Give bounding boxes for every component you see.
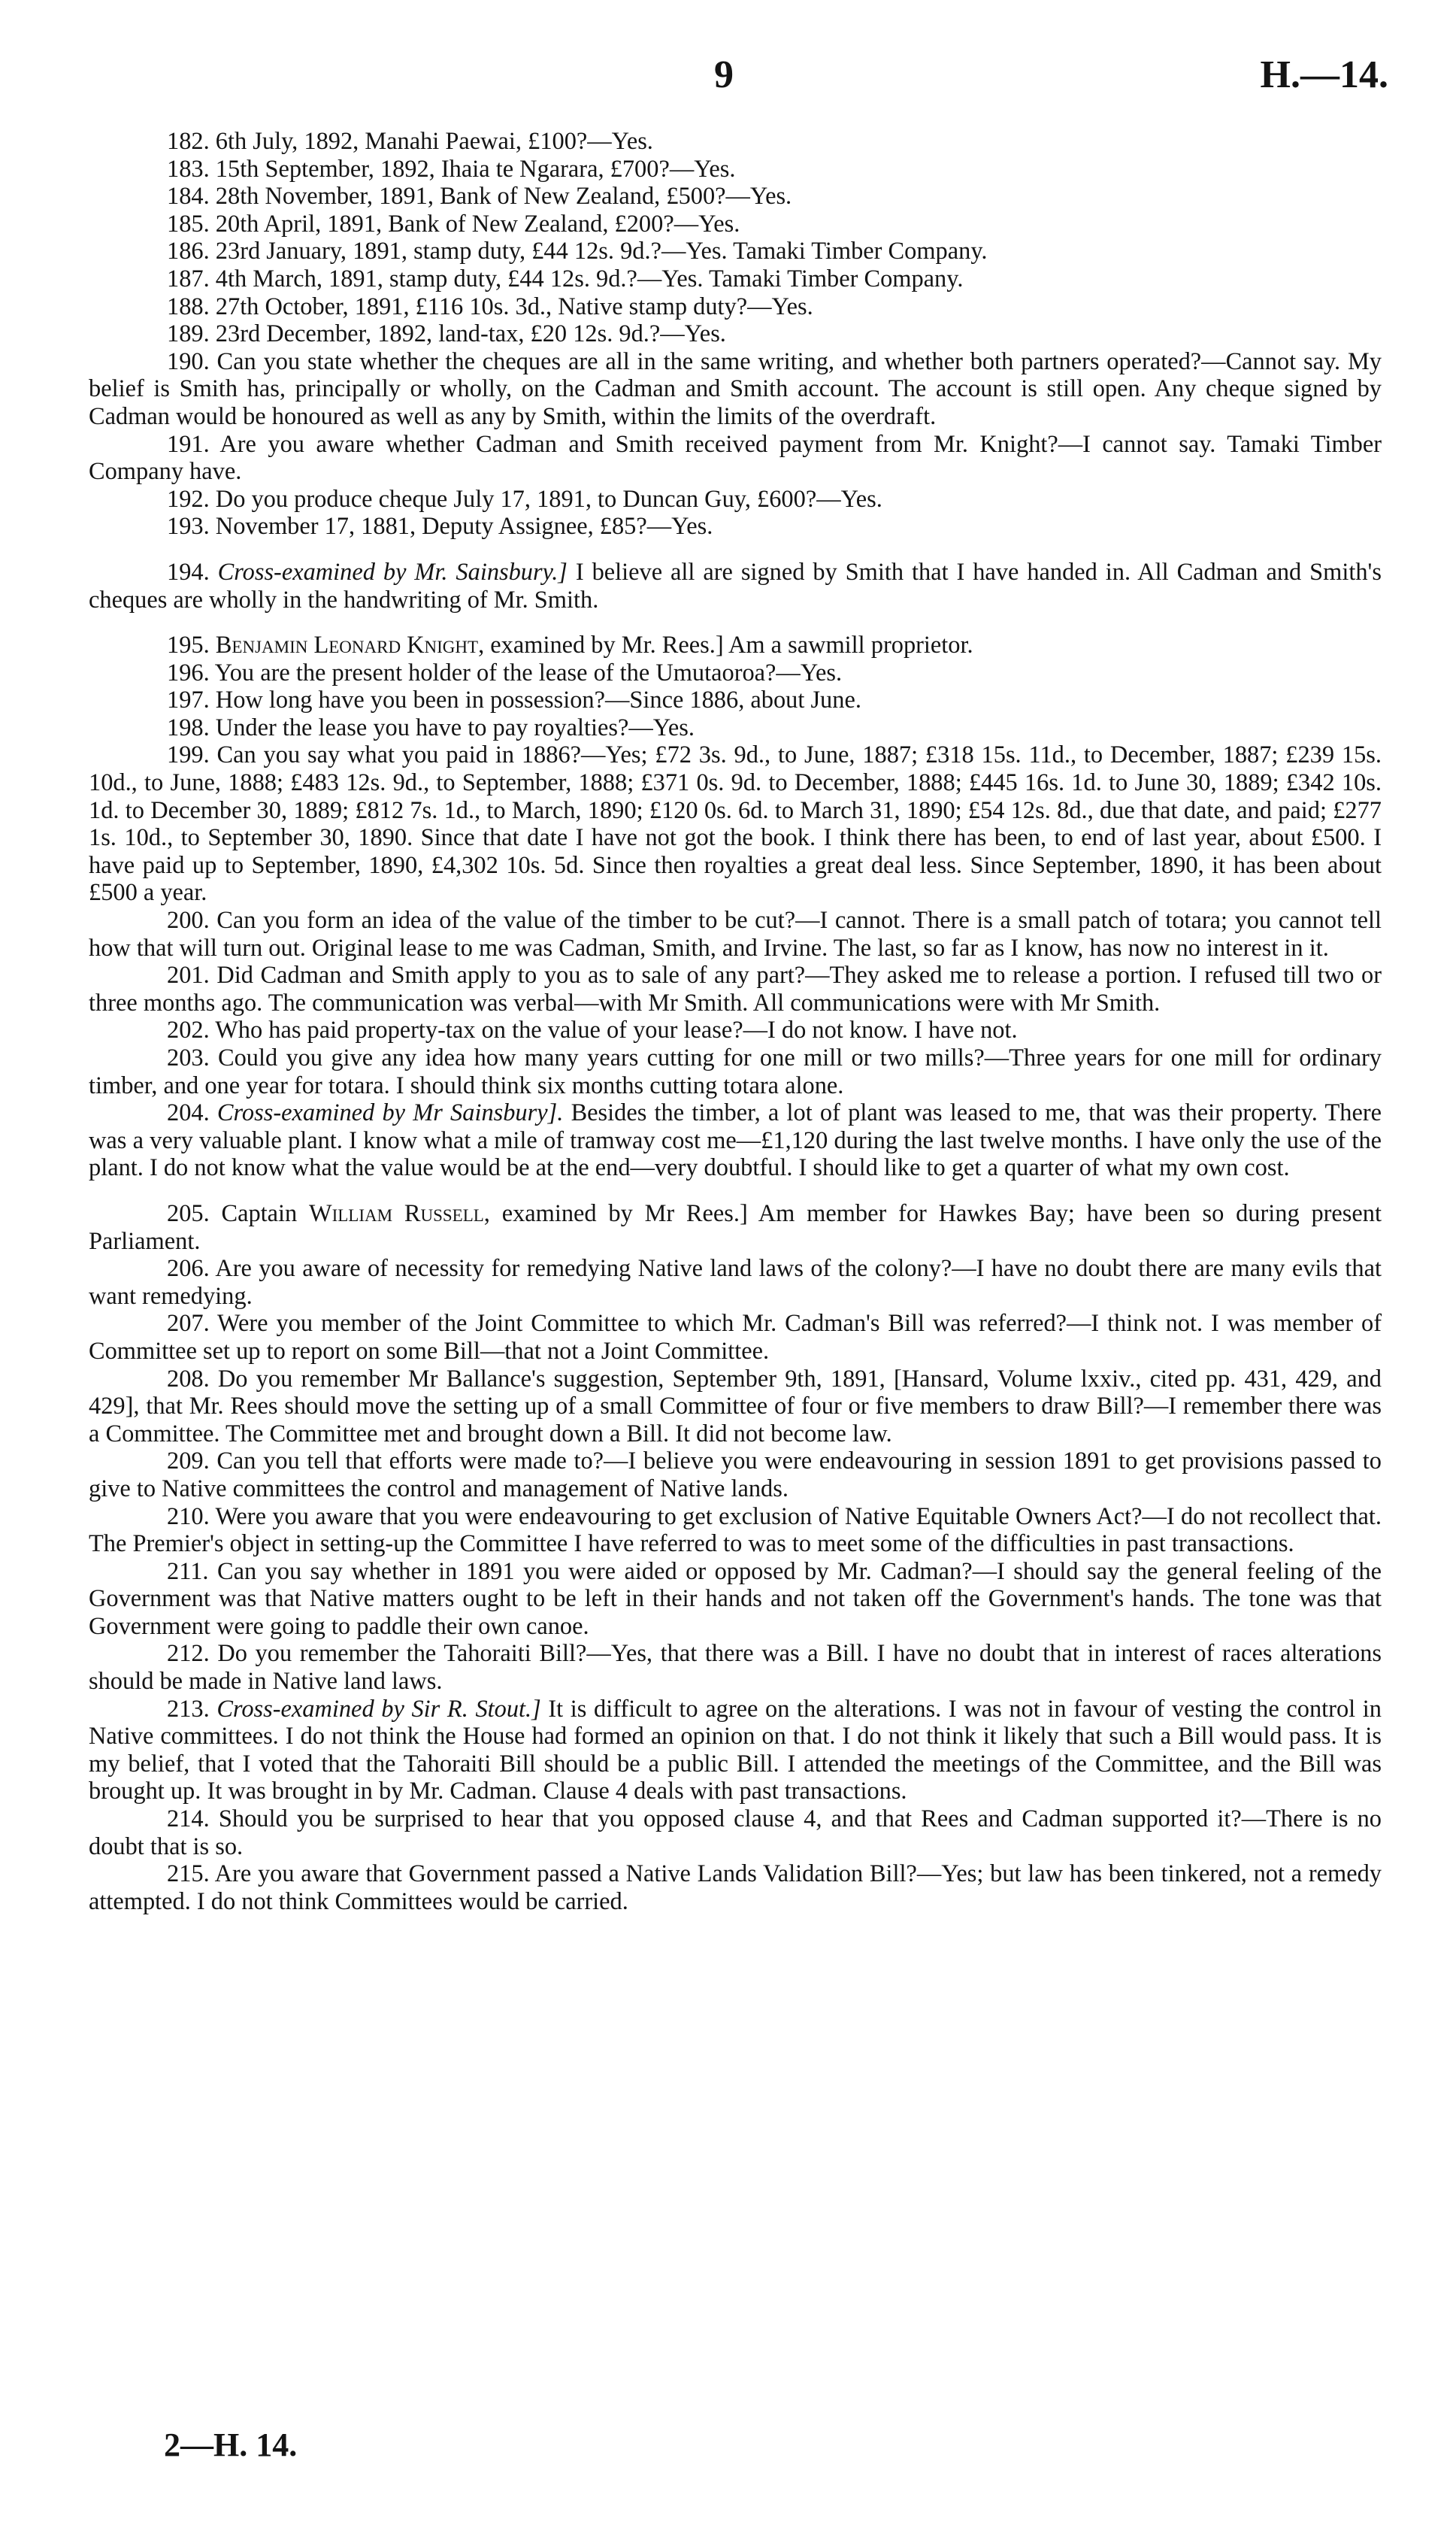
question-text: 15th September, 1892, Ihaia te Ngarara, £700?—Yes. (215, 155, 736, 183)
question-paragraph (89, 659, 1382, 687)
question-number: 197. (167, 687, 210, 714)
question-text: How long have you been in possession?—Since 1886, about June. (215, 687, 861, 714)
question-paragraph (89, 1044, 1382, 1099)
question-text: 28th November, 1891, Bank of New Zealand, £500?—Yes. (215, 183, 792, 211)
page-number: 9 (714, 53, 734, 96)
page-signature: 2—H. 14. (164, 2426, 298, 2463)
question-paragraph (89, 183, 1382, 211)
question-number: 200. (167, 907, 210, 935)
question-paragraph (89, 1310, 1382, 1365)
question-paragraph (89, 486, 1382, 514)
question-number: 195. (167, 632, 210, 659)
question-number: 215. (167, 1860, 210, 1888)
question-number: 198. (167, 714, 210, 741)
question-number: 182. (167, 128, 210, 155)
question-paragraph (89, 907, 1382, 962)
question-number: 208. (167, 1365, 210, 1393)
question-number: 190. (167, 347, 210, 375)
question-number: 202. (167, 1017, 210, 1044)
question-paragraph (89, 1200, 1382, 1255)
question-text: Were you member of the Joint Committee to which Mr. Cadman's Bill was referred?—I think not. I was member of Committee set up to report on some Bill—that not a Joint Committee. (89, 1310, 1382, 1365)
question-text: examined by Mr Rees.] Am member for Hawkes Bay; have been so during present Parliament. (89, 1199, 1382, 1255)
question-paragraph (89, 1255, 1382, 1310)
question-number: 199. (167, 741, 210, 769)
question-text: 23rd January, 1891, stamp duty, £44 12s. 9d.?—Yes. Tamaki Timber Company. (215, 238, 988, 265)
document-reference: H.—14. (1260, 53, 1388, 96)
question-text: Who has paid property-tax on the value of your lease?—I do not know. I have not. (215, 1017, 1018, 1044)
question-number: 196. (167, 659, 210, 687)
question-paragraph (89, 513, 1382, 541)
question-text: Did Cadman and Smith apply to you as to sale of any part?—They asked me to release a portion. I refused till two or three months ago. The communication was verbal—with Mr Smith. All communications were with Mr Smith. (89, 962, 1382, 1017)
question-paragraph (89, 156, 1382, 183)
question-text: 4th March, 1891, stamp duty, £44 12s. 9d.?—Yes. Tamaki Timber Company. (215, 265, 964, 292)
question-text: 20th April, 1891, Bank of New Zealand, £200?—Yes. (215, 210, 740, 238)
question-text: examined by Mr. Rees.] Am a sawmill proprietor. (490, 632, 973, 659)
question-paragraph (89, 632, 1382, 659)
question-number: 205. (167, 1199, 210, 1227)
question-paragraph (89, 1640, 1382, 1695)
question-text: Are you aware of necessity for remedying Native land laws of the colony?—I have no doubt there are many evils that want remedying. (89, 1255, 1382, 1310)
question-number: 206. (167, 1255, 210, 1283)
question-paragraph (89, 1447, 1382, 1502)
question-paragraph (89, 1017, 1382, 1044)
question-number: 183. (167, 155, 210, 183)
question-paragraph (89, 714, 1382, 742)
question-number: 212. (167, 1640, 210, 1668)
question-paragraph (89, 1099, 1382, 1182)
question-paragraph (89, 1696, 1382, 1805)
question-paragraph (89, 1365, 1382, 1448)
question-text: Can you say what you paid in 1886?—Yes; £72 3s. 9d., to June, 1887; £318 15s. 11d., to December, 1887; £239 15s. 10d., to June, 1888; £483 12s. 9d., to September, 1888; £371 0s. 9d. to December, 1888; £445 16s. 1d. to June 30, 1889; £342 10s. 1d. to December 30, 1889; £812 7s. 1d., to March, 1890; £120 0s. 6d. to March 31, 1890; £54 12s. 8d., due that date, and paid; £277 1s. 10d., to September 30, 1890. Since that date I have not got the book. I think there has been, to end of last year, about £500. I have paid up to September, 1890, £4,302 10s. 5d. Since then royalties a great deal less. Since September, 1890, it has been about £500 a year. (89, 741, 1382, 907)
question-number: 204. (167, 1099, 210, 1127)
witness-name: William Russell, (309, 1199, 490, 1227)
question-number: 210. (167, 1502, 210, 1530)
question-text: Can you say whether in 1891 you were aided or opposed by Mr. Cadman?—I should say the general feeling of the Government was that Native matters ought to be left in their hands and not taken off the Government's hands. The tone was that Government were going to paddle their own canoe. (89, 1557, 1382, 1640)
question-number: 201. (167, 962, 210, 990)
question-number: 186. (167, 238, 210, 265)
question-number: 207. (167, 1310, 210, 1338)
question-paragraph (89, 265, 1382, 293)
question-number: 214. (167, 1805, 210, 1833)
question-number: 187. (167, 265, 210, 292)
question-text: Besides the timber, a lot of plant was leased to me, that was their property. There was a very valuable plant. I know what a mile of tramway cost me—£1,120 during the last twelve months. I have only the use of the plant. I do not know what the value would be at the end—very doubtful. I should like to get a quarter of what my own cost. (89, 1099, 1382, 1182)
question-text: Can you state whether the cheques are all in the same writing, and whether both partners operated?—Cannot say. My belief is Smith has, principally or wholly, on the Cadman and Smith account. The account is still open. Any cheque signed by Cadman would be honoured as well as any by Smith, within the limits of the overdraft. (89, 347, 1382, 430)
question-number: 184. (167, 183, 210, 211)
question-paragraph (89, 1805, 1382, 1860)
question-text: November 17, 1881, Deputy Assignee, £85?—Yes. (215, 513, 713, 541)
question-number: 209. (167, 1447, 210, 1475)
witness-name: Benjamin Leonard Knight, (215, 632, 485, 659)
question-text: Should you be surprised to hear that you opposed clause 4, and that Rees and Cadman supported it?—There is no doubt that is so. (89, 1805, 1382, 1860)
question-text: You are the present holder of the lease of the Umutaoroa?—Yes. (214, 659, 843, 687)
question-text: 6th July, 1892, Manahi Paewai, £100?—Yes. (215, 128, 653, 155)
question-paragraph (89, 320, 1382, 348)
question-paragraph (89, 962, 1382, 1017)
question-number: 193. (167, 513, 210, 541)
question-number: 185. (167, 210, 210, 238)
cross-examination-lead: Cross-examined by Mr. Sainsbury.] (217, 558, 568, 586)
cross-examination-lead: Cross-examined by Mr Sainsbury]. (216, 1099, 564, 1127)
question-text: It is difficult to agree on the alterations. I was not in favour of vesting the control in Native committees. I do not think the House had formed an opinion on that. I do not think it likely that such a Bill would pass. It is my belief, that I voted that the Tahoraiti Bill should be a public Bill. I attended the meetings of the Committee, and the Bill was brought up. It was brought in by Mr. Cadman. Clause 4 deals with past transactions. (89, 1695, 1382, 1805)
witness-title: Captain (221, 1199, 298, 1227)
question-number: 213. (167, 1695, 210, 1723)
question-paragraph (89, 1503, 1382, 1558)
question-number: 188. (167, 292, 210, 320)
question-text: 23rd December, 1892, land-tax, £20 12s. 9d.?—Yes. (215, 320, 726, 348)
question-number: 192. (167, 485, 210, 513)
question-paragraph (89, 128, 1382, 156)
question-text: Can you tell that efforts were made to?—I believe you were endeavouring in session 1891 to get provisions passed to give to Native committees the control and management of Native lands. (89, 1447, 1382, 1502)
question-text: Could you give any idea how many years cutting for one mill or two mills?—Three years for one mill for ordinary timber, and one year for totara. I should think six months cutting totara alone. (89, 1044, 1382, 1099)
question-text: I believe all are signed by Smith that I have handed in. All Cadman and Smith's cheques are wholly in the handwriting of Mr. Smith. (89, 558, 1382, 614)
question-paragraph (89, 431, 1382, 486)
question-text: Are you aware whether Cadman and Smith received payment from Mr. Knight?—I cannot say. Tamaki Timber Company have. (89, 430, 1382, 486)
question-text: Do you remember Mr Ballance's suggestion, September 9th, 1891, [Hansard, Volume lxxiv., cited pp. 431, 429, and 429], that Mr. Rees should move the setting up of a small Committee of four or five members to draw Bill?—I remember there was a Committee. The Committee met and brought down a Bill. It did not become law. (89, 1365, 1382, 1447)
question-text: Are you aware that Government passed a Native Lands Validation Bill?—Yes; but law has been tinkered, not a remedy attempted. I do not think Committees would be carried. (89, 1860, 1382, 1915)
question-paragraph (89, 1558, 1382, 1641)
question-paragraph (89, 559, 1382, 614)
question-paragraph (89, 348, 1382, 431)
question-paragraph (89, 293, 1382, 321)
question-number: 191. (167, 430, 210, 458)
question-text: Were you aware that you were endeavouring to get exclusion of Native Equitable Owners Act?—I do not recollect that. The Premier's object in setting-up the Committee I have referred to was to meet some of the difficulties in past transactions. (89, 1502, 1382, 1558)
question-number: 203. (167, 1044, 210, 1071)
question-number: 194. (167, 558, 210, 586)
question-text: Do you produce cheque July 17, 1891, to Duncan Guy, £600?—Yes. (215, 485, 882, 513)
question-paragraph (89, 238, 1382, 265)
question-paragraph (89, 741, 1382, 907)
question-paragraph (89, 1860, 1382, 1915)
question-text: 27th October, 1891, £116 10s. 3d., Native stamp duty?—Yes. (215, 292, 813, 320)
question-paragraph (89, 687, 1382, 714)
question-paragraph (89, 211, 1382, 238)
question-text: Can you form an idea of the value of the timber to be cut?—I cannot. There is a small patch of totara; you cannot tell how that will turn out. Original lease to me was Cadman, Smith, and Irvine. The last, so far as I know, has now no interest in it. (89, 907, 1382, 962)
question-text: Do you remember the Tahoraiti Bill?—Yes, that there was a Bill. I have no doubt that in interest of races alterations should be made in Native land laws. (89, 1640, 1382, 1696)
testimony-body (89, 128, 1382, 1915)
question-text: Under the lease you have to pay royalties?—Yes. (215, 714, 695, 741)
question-number: 189. (167, 320, 210, 348)
cross-examination-lead: Cross-examined by Sir R. Stout.] (216, 1695, 541, 1723)
question-number: 211. (167, 1557, 209, 1585)
